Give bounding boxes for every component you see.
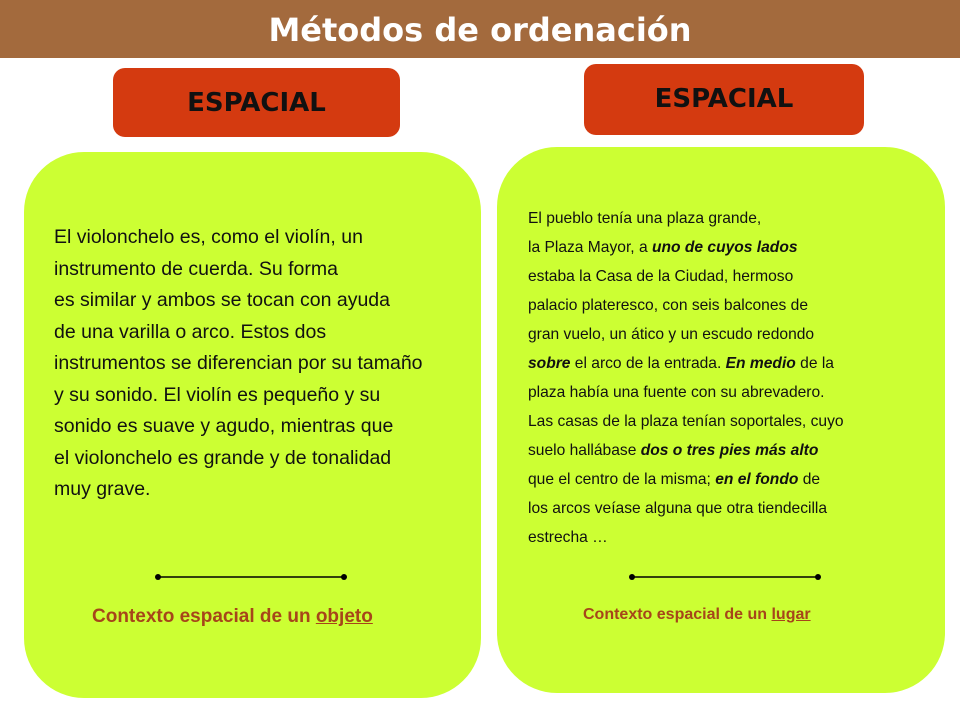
- left-line: es similar y ambos se tocan con ayuda: [54, 289, 390, 311]
- left-line: y su sonido. El violín es pequeño y su: [54, 383, 381, 406]
- emphasis-text: uno de cuyos lados: [651, 239, 798, 256]
- left-line: muy grave.: [54, 478, 151, 500]
- right-line: suelo hallábase dos o tres pies más alto: [528, 442, 819, 459]
- left-line: instrumento de cuerda. Su forma: [54, 257, 338, 280]
- left-caption: Contexto espacial de un objeto: [92, 606, 373, 627]
- right-paragraph: [528, 204, 948, 552]
- emphasis-text: dos o tres pies más alto: [640, 442, 819, 459]
- left-line: sonido es suave y agudo, mientras que: [54, 415, 394, 437]
- right-line: El pueblo tenía una plaza grande,: [528, 210, 762, 227]
- right-heading: ESPACIAL: [584, 64, 864, 135]
- emphasis-text: en el fondo: [715, 471, 799, 488]
- caption-link[interactable]: objeto: [315, 606, 373, 627]
- emphasis-text: En medio: [725, 355, 796, 372]
- left-heading: ESPACIAL: [113, 68, 400, 137]
- right-line: plaza había una fuente con su abrevadero.: [528, 384, 825, 401]
- right-line: palacio plateresco, con seis balcones de: [528, 297, 808, 314]
- right-line: sobre el arco de la entrada. En medio de la: [528, 355, 834, 372]
- right-divider-line: [628, 572, 822, 582]
- right-line: los arcos veíase alguna que otra tiendecilla: [528, 500, 828, 517]
- right-line: Las casas de la plaza tenían soportales, cuyo: [528, 413, 844, 430]
- right-line: estrecha …: [528, 529, 608, 546]
- left-paragraph: [54, 222, 484, 506]
- emphasis-text: sobre: [528, 355, 571, 372]
- right-line: que el centro de la misma; en el fondo de: [528, 471, 821, 488]
- page-title: Métodos de ordenación: [268, 11, 692, 49]
- left-line: de una varilla o arco. Estos dos: [54, 320, 327, 343]
- left-line: instrumentos se diferencian por su tamaño: [54, 352, 423, 374]
- left-divider-line: [154, 572, 348, 582]
- left-line: El violonchelo es, como el violín, un: [54, 226, 363, 248]
- caption-link[interactable]: lugar: [771, 606, 811, 623]
- right-line: estaba la Casa de la Ciudad, hermoso: [528, 268, 794, 285]
- right-line: la Plaza Mayor, a uno de cuyos lados: [528, 239, 798, 256]
- left-line: el violonchelo es grande y de tonalidad: [54, 446, 392, 469]
- right-caption: Contexto espacial de un lugar: [583, 606, 811, 623]
- right-line: gran vuelo, un ático y un escudo redondo: [528, 326, 815, 343]
